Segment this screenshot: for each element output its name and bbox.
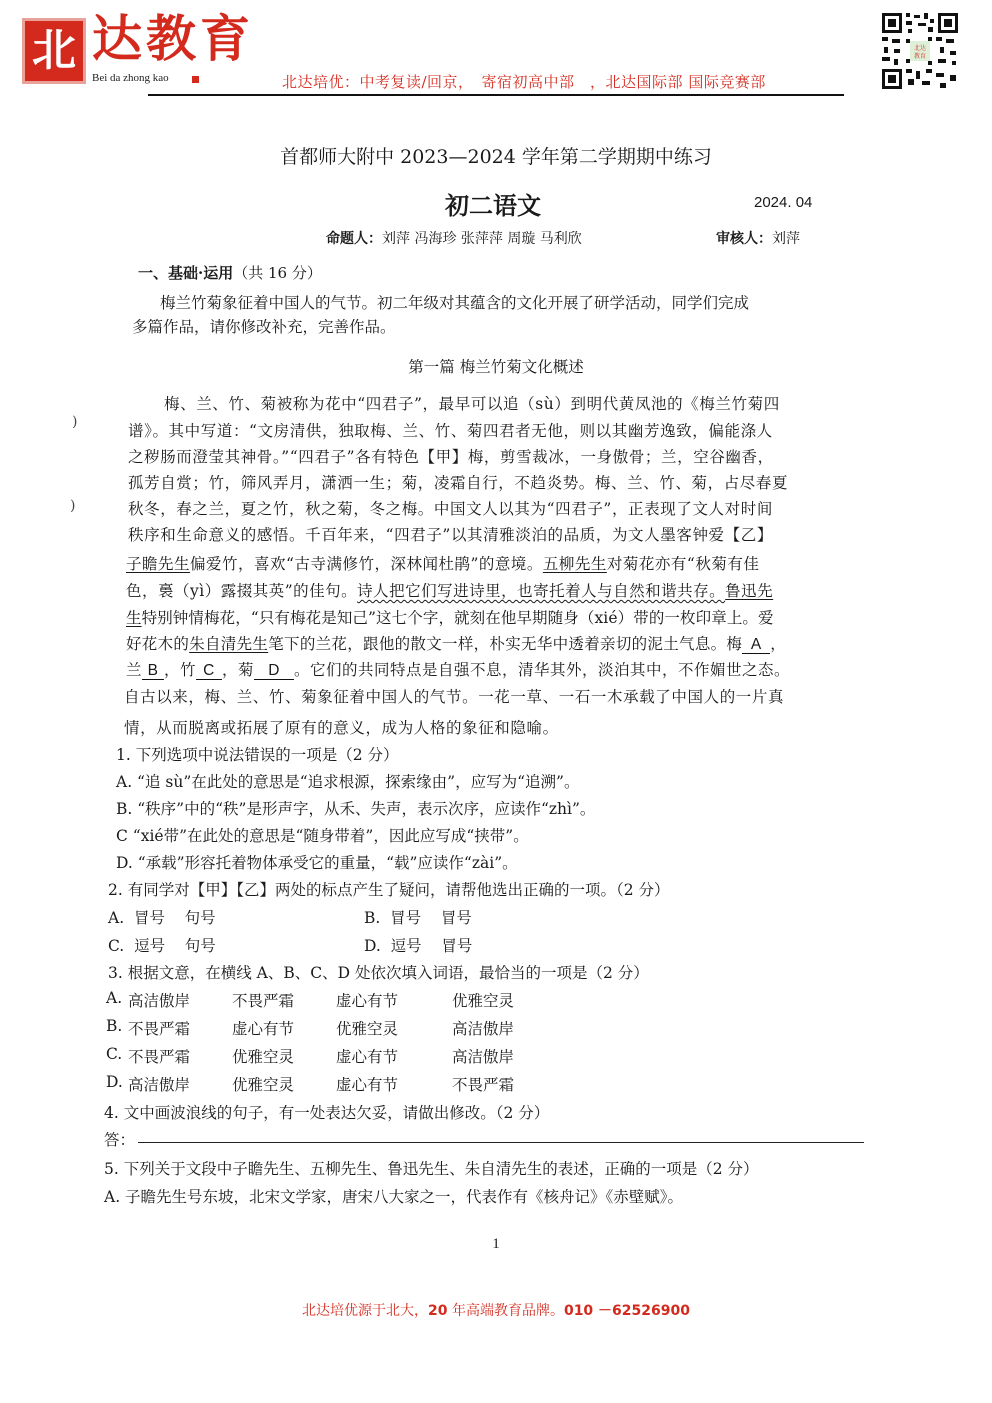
question-1-option-b: B. “秩序”中的“秩”是形声字，从禾、失声，表示次序，应读作“zhì”。 (116, 800, 596, 818)
blank-d: D (254, 662, 294, 680)
qr-code-icon (880, 11, 960, 91)
passage-text: 好花木的 (126, 635, 190, 653)
footer-text (0, 1300, 992, 1320)
passage-text: 偏爱竹，喜欢“古寺满修竹，深林闻杜鹃”的意境。 (190, 555, 543, 573)
question-3-option-word: 不畏严霜 (232, 992, 295, 1010)
question-2-option-a: A. 冒号 句号 (108, 909, 216, 927)
exam-title: 首都师大附中 2023—2024 学年第二学期期中练习 (280, 146, 712, 168)
question-3-option-word: 虚心有节 (336, 1076, 399, 1094)
passage-line: 秩序和生命意义的感悟。千百年来，“四君子”以其清雅淡泊的品质，为文人墨客钟爱【乙】 (128, 526, 773, 544)
blank-a: A (742, 636, 770, 654)
passage-text: 兰 (126, 661, 143, 679)
exam-authors (326, 228, 582, 248)
question-3-option-word: 虚心有节 (232, 1020, 295, 1038)
passage-text: 笔下的兰花，跟他的散文一样，朴实无华中透着亲切的泥土气息。梅 (268, 635, 743, 653)
section-intro-line-1: 梅兰竹菊象征着中国人的气节。初二年级对其蕴含的文化开展了研学活动，同学们完成 (160, 294, 750, 312)
question-3-option-word: 不畏严霜 (128, 1048, 191, 1066)
footer-part-3: 年高端教育品牌。 (447, 1303, 564, 1319)
passage-line: 孤芳自赏；竹，筛风弄月，潇洒一生；菊，凌霜自行，不趋炎势。梅、兰、竹、菊，占尽春夏 (128, 474, 789, 492)
answer-line[interactable] (138, 1142, 864, 1143)
question-3-option-word: 优雅空灵 (452, 992, 515, 1010)
footer-part-1: 北达培优源于北大， (302, 1303, 429, 1319)
passage-line: 谱》。其中写道：“文房清供，独取梅、兰、竹、菊四君者无他，则以其幽芳逸致，偏能涤人 (128, 422, 773, 440)
question-3-option-word: 虚心有节 (336, 992, 399, 1010)
passage-text: ， (770, 635, 787, 653)
question-2-stem: 2. 有同学对【甲】【乙】两处的标点产生了疑问，请帮他选出正确的一项。（2 分） (108, 881, 670, 899)
reviewer-name: 刘萍 (772, 231, 800, 247)
question-3-option-letter: B. (106, 1017, 123, 1035)
question-2-option-c: C. 逗号 句号 (108, 937, 216, 955)
logo-text: 达教育 (92, 9, 254, 68)
question-3-option-word: 优雅空灵 (232, 1048, 295, 1066)
question-2-option-d: D. 逗号 冒号 (364, 937, 473, 955)
passage-line (126, 606, 774, 628)
question-4-stem: 4. 文中画波浪线的句子，有一处表达欠妥，请做出修改。（2 分） (104, 1104, 550, 1122)
question-3-option-word: 不畏严霜 (128, 1020, 191, 1038)
footer-part-2: 20 (428, 1303, 448, 1319)
section-label: 一、基础·运用 (138, 264, 234, 282)
underlined-name-zizhan: 子瞻先生 (126, 555, 191, 573)
exam-subject: 初二语文 (445, 191, 541, 220)
passage-line (126, 658, 790, 680)
passage-line: 自古以来，梅、兰、竹、菊象征着中国人的气节。一花一草、一石一木承载了中国人的一片真 (124, 688, 785, 706)
question-1-option-a: A. “追 sù”在此处的意思是“追求根源，探索缘由”，应写为“追溯”。 (116, 773, 580, 791)
passage-text: 色，裛（yì）露掇其英”的佳句。 (126, 582, 358, 600)
question-1-option-d: D. “承载”形容托着物体承受它的重量，“载”应读作“zài”。 (116, 854, 518, 872)
passage-line (126, 552, 759, 574)
question-3-option-word: 虚心有节 (336, 1048, 399, 1066)
passage-text: ，菊 (222, 661, 255, 679)
passage-line (126, 632, 786, 654)
wavy-underlined-sentence: 诗人把它们写进诗里，也寄托着人与自然和谐共存。 (357, 582, 726, 600)
logo-subtitle: Bei da zhong kao (92, 72, 169, 84)
passage-text: 。它们的共同特点是自强不息，清华其外，淡泊其中，不作媚世之态。 (294, 661, 791, 679)
underlined-name-luxun: 鲁迅先 (725, 582, 774, 600)
question-1-stem: 1. 下列选项中说法错误的一项是（2 分） (116, 746, 399, 764)
passage-text: ，竹 (164, 661, 197, 679)
underlined-name-wuliu: 五柳先生 (542, 555, 607, 573)
logo-square-icon (192, 76, 199, 83)
margin-mark: ) (72, 414, 78, 430)
underlined-name-zhuziqing: 朱自清先生 (189, 635, 269, 653)
question-3-option-word: 优雅空灵 (232, 1076, 295, 1094)
question-3-option-word: 高洁傲岸 (128, 1076, 191, 1094)
question-5-option-a: A. 子瞻先生号东坡，北宋文学家，唐宋八大家之一，代表作有《核舟记》《赤壁赋》。 (104, 1188, 684, 1206)
question-3-option-word: 不畏严霜 (452, 1076, 515, 1094)
page-number: 1 (492, 1236, 500, 1252)
section-points: （共 16 分） (233, 264, 322, 282)
exam-date: 2024. 04 (754, 194, 813, 211)
footer-phone: 010 －62526900 (563, 1303, 690, 1319)
passage-text: 特别钟情梅花，“只有梅花是知己”这七个字，就刻在他早期随身（xié）带的一枚印章上。爱 (141, 609, 774, 627)
question-3-option-word: 高洁傲岸 (452, 1020, 515, 1038)
underlined-name-luxun-cont: 生 (126, 609, 142, 627)
question-3-option-word: 高洁傲岸 (128, 992, 191, 1010)
exam-reviewer (716, 228, 800, 248)
svg-text:教育: 教育 (913, 53, 927, 60)
question-3-option-word: 优雅空灵 (336, 1020, 399, 1038)
question-3-option-word: 高洁傲岸 (452, 1048, 515, 1066)
section-heading (138, 262, 322, 283)
question-3-option-letter: C. (106, 1045, 123, 1063)
question-1-option-c: C “xié带”在此处的意思是“随身带着”，因此应写成“挟带”。 (116, 827, 529, 845)
passage-line: 情，从而脱离或拓展了原有的意义，成为人格的象征和隐喻。 (124, 719, 559, 737)
question-3-option-letter: D. (106, 1073, 123, 1091)
section-intro-line-2: 多篇作品，请你修改补充，完善作品。 (132, 318, 396, 336)
header-divider (148, 94, 844, 96)
passage-text: 对菊花亦有“秋菊有佳 (606, 555, 760, 573)
authors-names: 刘萍 冯海珍 张萍萍 周璇 马利欣 (382, 231, 582, 247)
passage-line: 之秽肠而澄莹其神骨。”“四君子”各有特色【甲】梅，剪雪裁冰，一身傲骨；兰，空谷幽香， (128, 448, 774, 466)
question-5-stem: 5. 下列关于文段中子瞻先生、五柳先生、鲁迅先生、朱自清先生的表述，正确的一项是（2 分） (104, 1160, 759, 1178)
margin-mark: ) (70, 498, 76, 514)
logo-mark: 北 (22, 18, 86, 84)
blank-c: C (196, 662, 222, 680)
passage-line (126, 579, 773, 601)
passage-line: 秋冬，春之兰，夏之竹，秋之菊，冬之梅。中国文人以其为“四君子”，正表现了文人对时间 (128, 500, 773, 518)
reviewer-label: 审核人： (716, 231, 772, 247)
passage-line: 梅、兰、竹、菊被称为花中“四君子”，最早可以追（sù）到明代黄凤池的《梅兰竹菊四 (164, 395, 780, 413)
question-2-option-b: B. 冒号 冒号 (364, 909, 472, 927)
question-3-stem: 3. 根据文意，在横线 A、B、C、D 处依次填入词语，最恰当的一项是（2 分） (108, 964, 649, 982)
svg-text:北达: 北达 (913, 45, 927, 52)
header-tagline: 北达培优：中考复读/回京， 寄宿初高中部 ，北达国际部 国际竞赛部 (282, 73, 766, 91)
authors-label: 命题人： (326, 231, 382, 247)
blank-b: B (142, 662, 164, 680)
answer-label: 答： (104, 1131, 136, 1149)
question-3-option-letter: A. (106, 989, 123, 1007)
article-title: 第一篇 梅兰竹菊文化概述 (408, 358, 584, 376)
